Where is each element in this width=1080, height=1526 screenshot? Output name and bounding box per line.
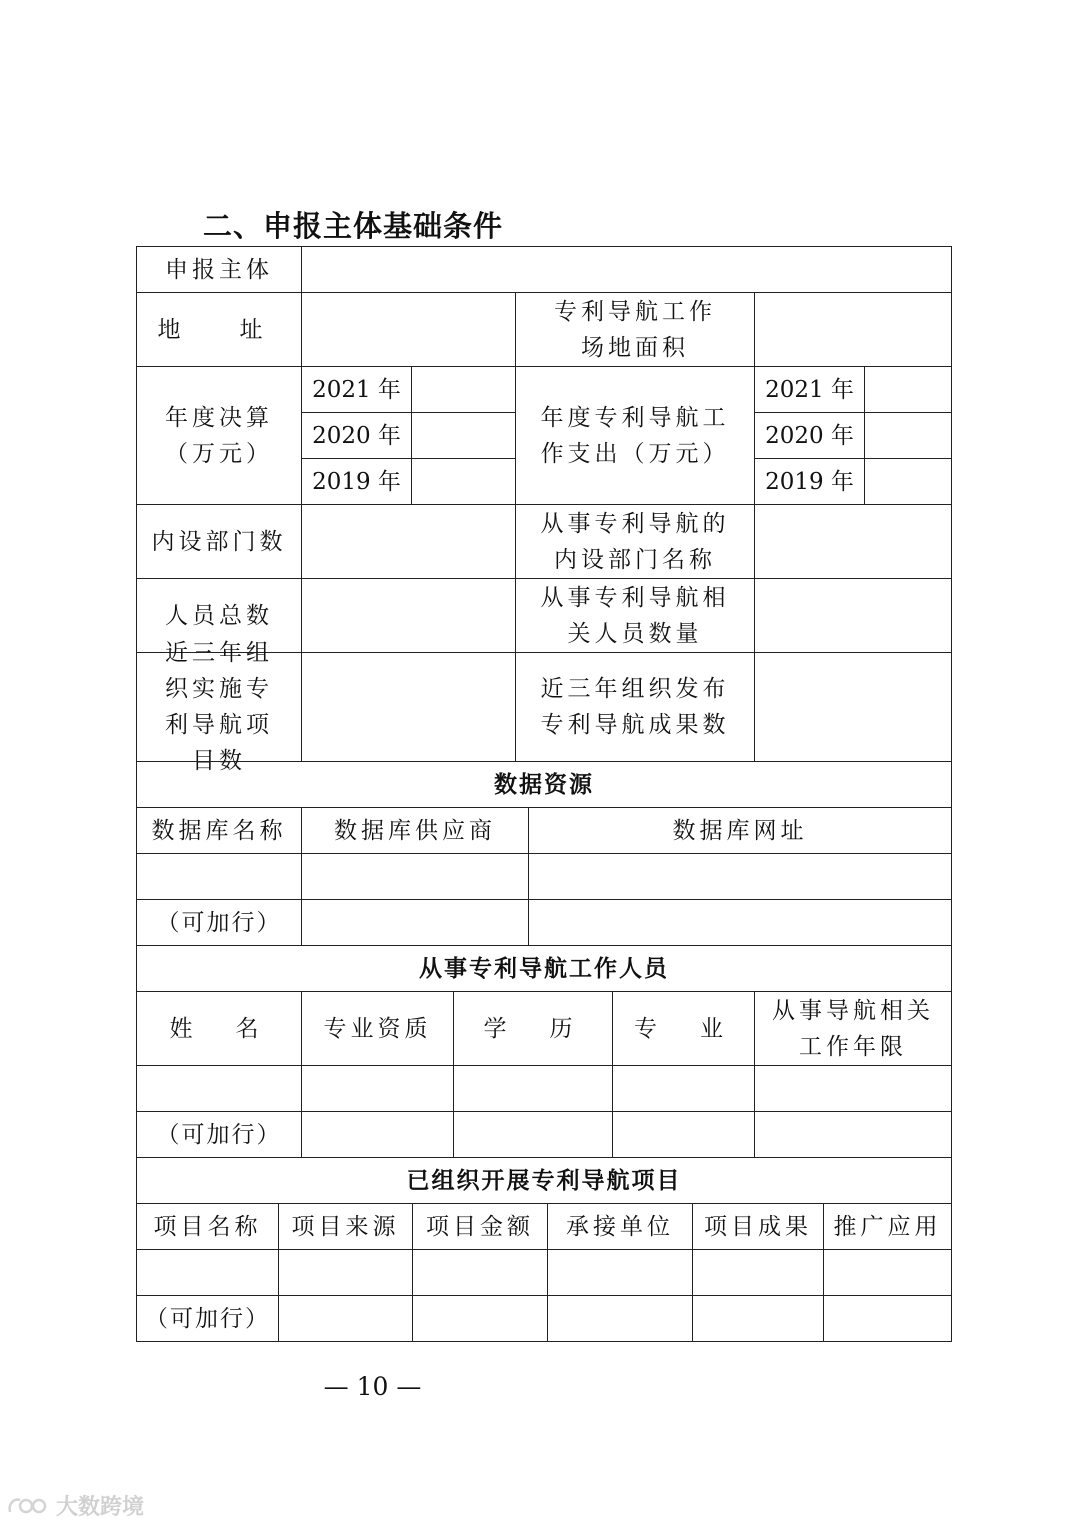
staff-related-label: 从事专利导航相关人员数量 — [515, 578, 755, 653]
expense-year-2019: 2019 年 — [754, 458, 865, 505]
project-row-1-source[interactable] — [278, 1249, 413, 1296]
staff-row-1-years[interactable] — [754, 1065, 952, 1112]
db-row-1-vendor[interactable] — [301, 853, 529, 900]
project-row-2-application[interactable] — [823, 1295, 952, 1342]
accounts-2019-value[interactable] — [411, 458, 516, 505]
address-value[interactable] — [301, 292, 516, 367]
results-3y-value[interactable] — [754, 652, 952, 762]
staff-related-value[interactable] — [754, 578, 952, 653]
dept-names-value[interactable] — [754, 504, 952, 579]
expense-year-2020: 2020 年 — [754, 412, 865, 459]
project-amount-header: 项目金额 — [412, 1203, 548, 1250]
project-row-2-amount[interactable] — [412, 1295, 548, 1342]
page-number: — 10 — — [323, 1372, 422, 1401]
accounts-2021-value[interactable] — [411, 366, 516, 413]
project-row-1-name[interactable] — [136, 1249, 279, 1296]
applicant-value[interactable] — [301, 246, 952, 293]
projects-3y-value[interactable] — [301, 652, 516, 762]
staff-years-header: 从事导航相关工作年限 — [754, 991, 952, 1066]
db-add-row-label: （可加行） — [136, 899, 302, 946]
projects-3y-label: 近三年组织实施专利导航项目数 — [136, 652, 302, 762]
db-vendor-header: 数据库供应商 — [301, 807, 529, 854]
accounts-year-2019: 2019 年 — [301, 458, 412, 505]
expense-2021-value[interactable] — [864, 366, 952, 413]
staff-row-2-years[interactable] — [754, 1111, 952, 1158]
staff-education-header: 学 历 — [453, 991, 613, 1066]
address-label: 地 址 — [136, 292, 302, 367]
section-title: 二、申报主体基础条件 — [203, 209, 504, 243]
projects-title: 已组织开展专利导航项目 — [136, 1157, 952, 1204]
staff-add-row-label: （可加行） — [136, 1111, 302, 1158]
db-row-1-name[interactable] — [136, 853, 302, 900]
staff-major-header: 专 业 — [612, 991, 755, 1066]
project-row-1-application[interactable] — [823, 1249, 952, 1296]
staff-name-header: 姓 名 — [136, 991, 302, 1066]
project-row-1-amount[interactable] — [412, 1249, 548, 1296]
project-row-2-contractor[interactable] — [547, 1295, 693, 1342]
expense-2019-value[interactable] — [864, 458, 952, 505]
db-url-header: 数据库网址 — [528, 807, 952, 854]
staff-total-value[interactable] — [301, 578, 516, 653]
accounts-2020-value[interactable] — [411, 412, 516, 459]
accounts-year-2020: 2020 年 — [301, 412, 412, 459]
project-contractor-header: 承接单位 — [547, 1203, 693, 1250]
watermark — [6, 1490, 144, 1521]
expense-2020-value[interactable] — [864, 412, 952, 459]
expense-year-2021: 2021 年 — [754, 366, 865, 413]
staff-total-label: 人员总数 — [136, 578, 302, 653]
db-name-header: 数据库名称 — [136, 807, 302, 854]
staff-row-1-qualification[interactable] — [301, 1065, 454, 1112]
workplace-area-label: 专利导航工作场地面积 — [515, 292, 755, 367]
watermark-text: 大数跨境 — [56, 1495, 145, 1520]
dept-names-label: 从事专利导航的内设部门名称 — [515, 504, 755, 579]
staff-row-1-education[interactable] — [453, 1065, 613, 1112]
project-row-2-result[interactable] — [692, 1295, 824, 1342]
page-number-container — [0, 1372, 1080, 1401]
project-source-header: 项目来源 — [278, 1203, 413, 1250]
results-3y-label: 近三年组织发布专利导航成果数 — [515, 652, 755, 762]
annual-accounts-label: 年度决算（万元） — [136, 366, 302, 505]
accounts-year-2021: 2021 年 — [301, 366, 412, 413]
project-name-header: 项目名称 — [136, 1203, 279, 1250]
data-resources-title: 数据资源 — [136, 761, 952, 808]
project-application-header: 推广应用 — [823, 1203, 952, 1250]
db-row-1-url[interactable] — [528, 853, 952, 900]
project-row-1-contractor[interactable] — [547, 1249, 693, 1296]
dept-count-value[interactable] — [301, 504, 516, 579]
staff-title: 从事专利导航工作人员 — [136, 945, 952, 992]
project-add-row-label: （可加行） — [136, 1295, 279, 1342]
project-row-1-result[interactable] — [692, 1249, 824, 1296]
dept-count-label: 内设部门数 — [136, 504, 302, 579]
application-form-table — [137, 247, 952, 1343]
annual-expense-label: 年度专利导航工作支出（万元） — [515, 366, 755, 505]
staff-row-2-education[interactable] — [453, 1111, 613, 1158]
project-result-header: 项目成果 — [692, 1203, 824, 1250]
db-row-2-url[interactable] — [528, 899, 952, 946]
project-row-2-source[interactable] — [278, 1295, 413, 1342]
workplace-area-value[interactable] — [754, 292, 952, 367]
staff-row-2-major[interactable] — [612, 1111, 755, 1158]
db-row-2-vendor[interactable] — [301, 899, 529, 946]
applicant-label: 申报主体 — [136, 246, 302, 293]
watermark-logo-icon — [6, 1494, 50, 1518]
staff-qualification-header: 专业资质 — [301, 991, 454, 1066]
staff-row-1-name[interactable] — [136, 1065, 302, 1112]
staff-row-1-major[interactable] — [612, 1065, 755, 1112]
staff-row-2-qualification[interactable] — [301, 1111, 454, 1158]
